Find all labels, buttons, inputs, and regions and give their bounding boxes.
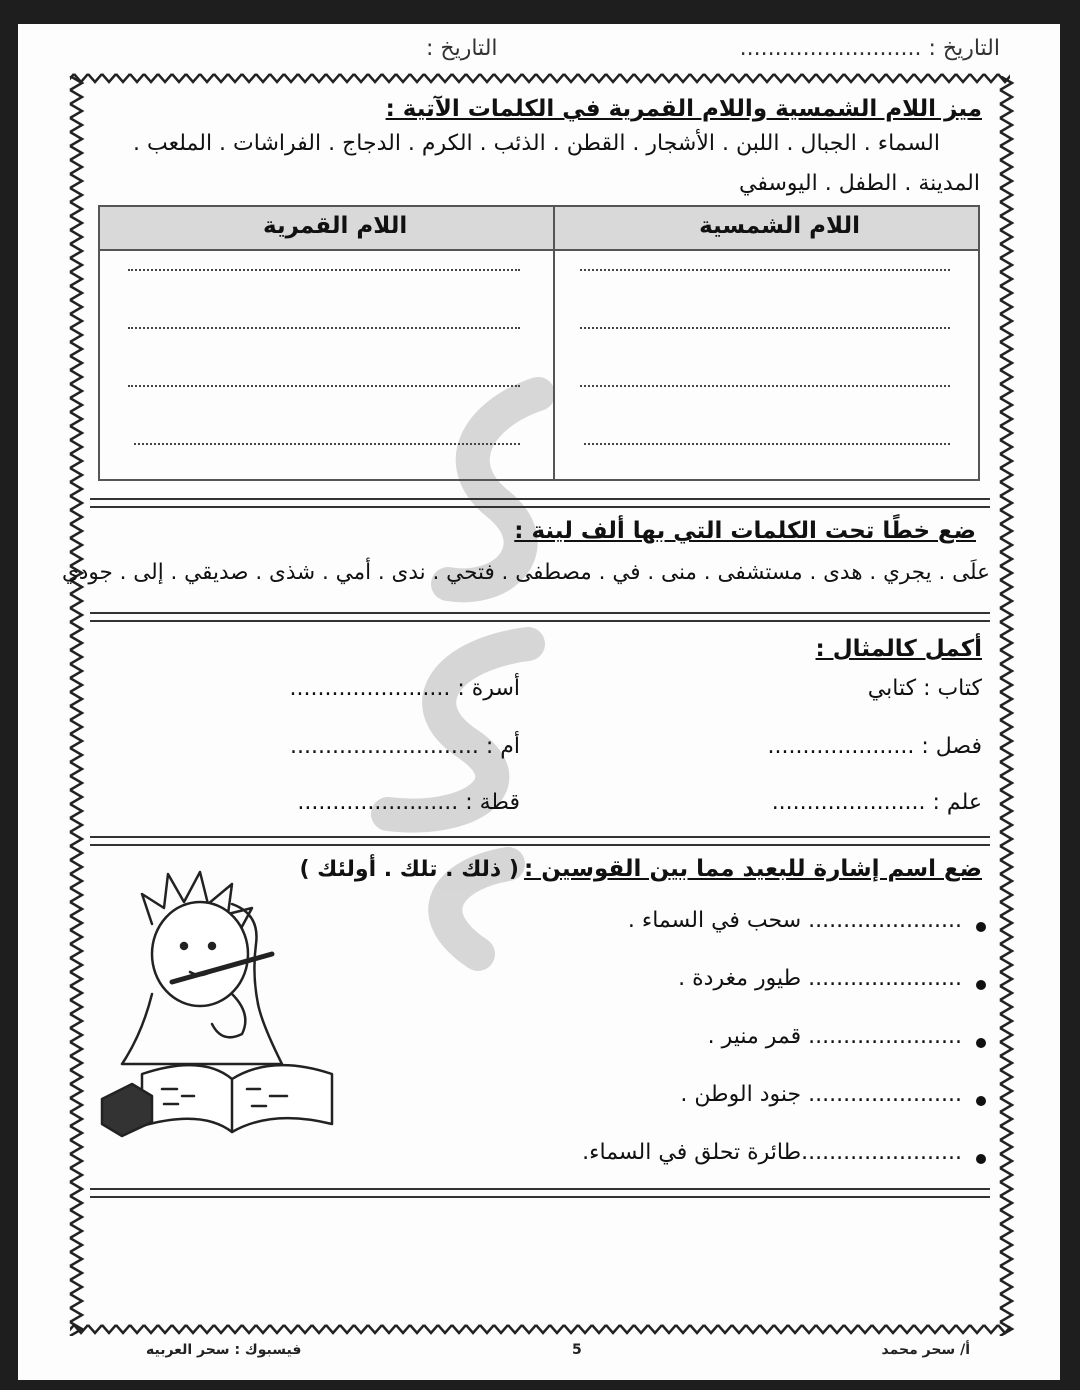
- footer-facebook: فيسبوك : سحر العربيه: [146, 1342, 302, 1358]
- q4-item[interactable]: ...................... طيور مغردة .: [678, 966, 962, 991]
- lam-classification-table: [98, 205, 980, 481]
- q1-title: ميز اللام الشمسية واللام القمرية في الكلمات الآتية :: [385, 96, 982, 122]
- q3-item-ilm[interactable]: علم : ......................: [771, 790, 982, 815]
- answer-line[interactable]: [580, 269, 950, 271]
- q3-item-qitta[interactable]: قطة : .......................: [297, 790, 520, 815]
- q2-words: علَى . يجري . هدى . مستشفى . منى . في . مصطفى . فتحي . ندى . أمي . شذى . صديقي . إلى . جودي: [61, 560, 990, 585]
- frame-top-border: [18, 70, 1060, 86]
- q4-heading: [299, 856, 982, 882]
- q3-item-umm[interactable]: أم : ...........................: [290, 734, 520, 759]
- answer-line[interactable]: [580, 327, 950, 329]
- q4-options: ( ذلك . تلك . أولئك ): [299, 857, 519, 882]
- page-number: 5: [572, 1342, 582, 1358]
- answer-line[interactable]: [128, 327, 520, 329]
- footer-author: أ/ سحر محمد: [881, 1342, 970, 1358]
- date-left: التاريخ :: [426, 36, 498, 61]
- bullet-icon: [976, 980, 986, 990]
- worksheet-page: [18, 24, 1060, 1380]
- q4-item[interactable]: .......................طائرة تحلق في السماء.: [582, 1140, 962, 1165]
- q4-item[interactable]: ...................... قمر منير .: [707, 1024, 962, 1049]
- section-separator: [90, 1188, 990, 1198]
- date-right: التاريخ : ..........................: [739, 36, 1000, 61]
- answer-line[interactable]: [128, 385, 520, 387]
- answer-line[interactable]: [128, 269, 520, 271]
- boy-studying-illustration: [82, 864, 362, 1154]
- table-column-divider: [553, 207, 555, 479]
- frame-right-border: [996, 76, 1018, 1336]
- frame-bottom-border: [18, 1321, 1060, 1337]
- q4-title: ضع اسم إشارة للبعيد مما بين القوسين :: [524, 856, 982, 882]
- section-separator: [90, 498, 990, 508]
- answer-line[interactable]: [584, 443, 950, 445]
- table-header-qamariya: اللام القمرية: [263, 213, 408, 239]
- section-separator: [90, 612, 990, 622]
- q2-title: ضع خطًا تحت الكلمات التي بها ألف لينة :: [514, 518, 976, 544]
- q3-example: كتاب : كتابي: [867, 676, 982, 701]
- q1-words-line2: المدينة . الطفل . اليوسفي: [739, 171, 980, 196]
- q3-item-usra[interactable]: أسرة : .......................: [289, 676, 520, 701]
- q1-words-line1: السماء . الجبال . اللبن . الأشجار . القطن . الذئب . الكرم . الدجاج . الفراشات . الملعب .: [133, 131, 940, 156]
- q4-item[interactable]: ...................... سحب في السماء .: [627, 908, 962, 933]
- q4-item[interactable]: ...................... جنود الوطن .: [680, 1082, 962, 1107]
- bullet-icon: [976, 1154, 986, 1164]
- bullet-icon: [976, 922, 986, 932]
- bullet-icon: [976, 1038, 986, 1048]
- q3-title: أكمل كالمثال :: [815, 636, 982, 662]
- answer-line[interactable]: [134, 443, 520, 445]
- answer-line[interactable]: [580, 385, 950, 387]
- bullet-icon: [976, 1096, 986, 1106]
- table-header-shamsiya: اللام الشمسية: [699, 213, 860, 239]
- q3-item-fasl[interactable]: فصل : .....................: [767, 734, 982, 759]
- section-separator: [90, 836, 990, 846]
